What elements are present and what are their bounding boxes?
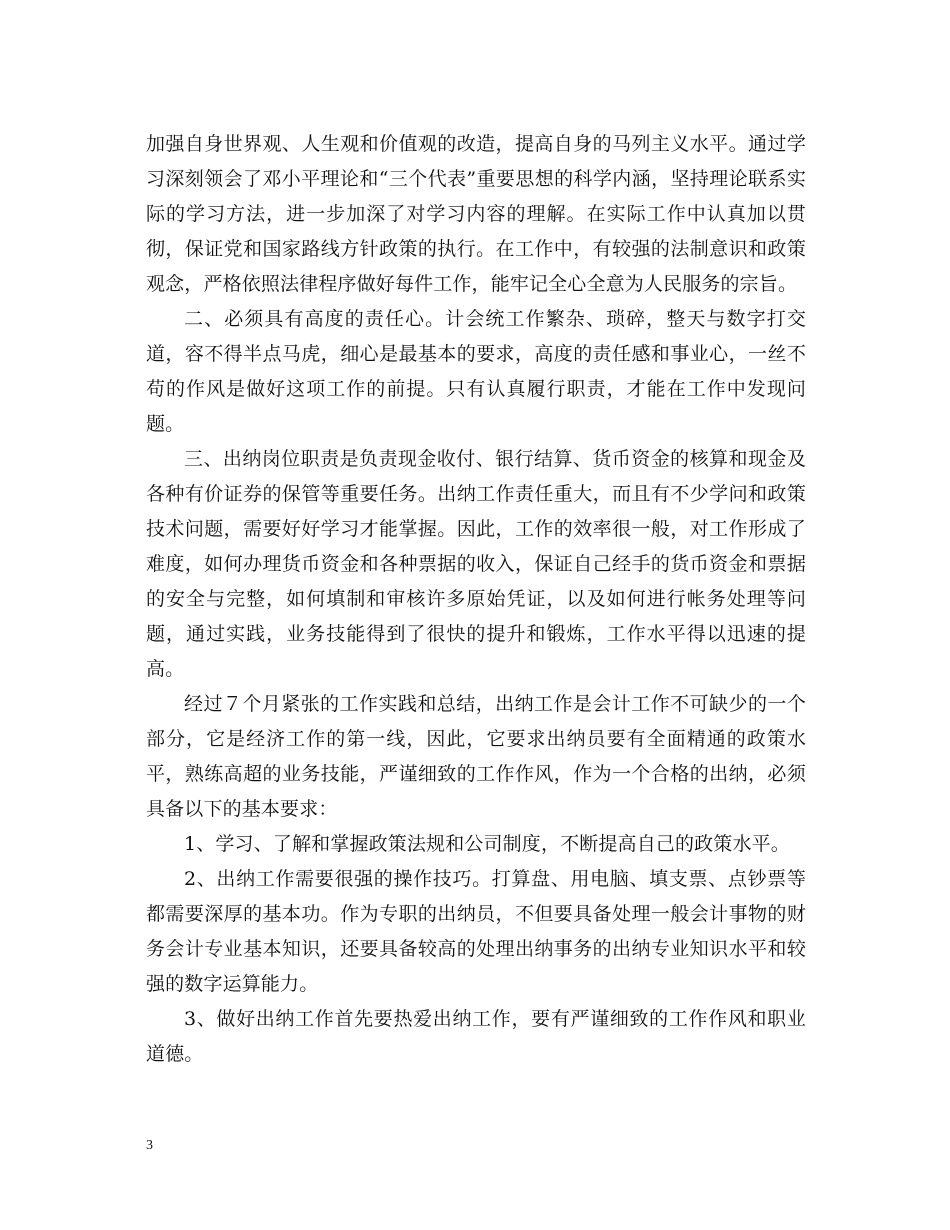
paragraph-cashier-duties: 三、出纳岗位职责是负责现金收付、银行结算、货币资金的核算和现金及各种有价证券的保管等重要任务。出纳工作责任重大，而且有不少学问和政策技术问题，需要好好学习才能掌握。因此，工作的效率很一般，对工作形成了难度，如何办理货币资金和各种票据的收入，保证自己经手的货币资金和票据的安全与完整，如何填制和审核许多原始凭证，以及如何进行帐务处理等问题，通过实践，业务技能得到了很快的提升和锻炼，工作水平得以迅速的提高。 xyxy=(146,448,806,680)
list-item-skills: 2、出纳工作需要很强的操作技巧。打算盘、用电脑、填支票、点钞票等都需要深厚的基本功。作为专职的出纳员，不但要具备处理一般会计事物的财务会计专业基本知识，还要具备较高的处理出纳事务的出纳专业知识水平和较强的数字运算能力。 xyxy=(146,868,806,995)
list-item-policy: 1、学习、了解和掌握政策法规和公司制度，不断提高自己的政策水平。 xyxy=(184,833,790,855)
paragraph-summary: 经过７个月紧张的工作实践和总结，出纳工作是会计工作不可缺少的一个部分，它是经济工作的第一线，因此，它要求出纳员要有全面精通的政策水平，熟练高超的业务技能，严谨细致的工作作风，作为一个合格的出纳，必须具备以下的基本要求： xyxy=(146,693,806,820)
paragraph-responsibility: 二、必须具有高度的责任心。计会统工作繁杂、琐碎，整天与数字打交道，容不得半点马虎，细心是最基本的要求，高度的责任感和事业心，一丝不苟的作风是做好这项工作的前提。只有认真履行职责，才能在工作中发现问题。 xyxy=(146,308,806,435)
list-item-ethics: 3、做好出纳工作首先要热爱出纳工作，要有严谨细致的工作作风和职业道德。 xyxy=(146,1008,806,1065)
paragraph-worldview: 加强自身世界观、人生观和价值观的改造，提高自身的马列主义水平。通过学习深刻领会了邓小平理论和“三个代表”重要思想的科学内涵，坚持理论联系实际的学习方法，进一步加深了对学习内容的理解。在实际工作中认真加以贯彻，保证党和国家路线方针政策的执行。在工作中，有较强的法制意识和政策观念，严格依照法律程序做好每件工作，能牢记全心全意为人民服务的宗旨。 xyxy=(146,133,806,295)
document-body xyxy=(146,127,806,1072)
page-number: 3 xyxy=(146,1138,153,1153)
